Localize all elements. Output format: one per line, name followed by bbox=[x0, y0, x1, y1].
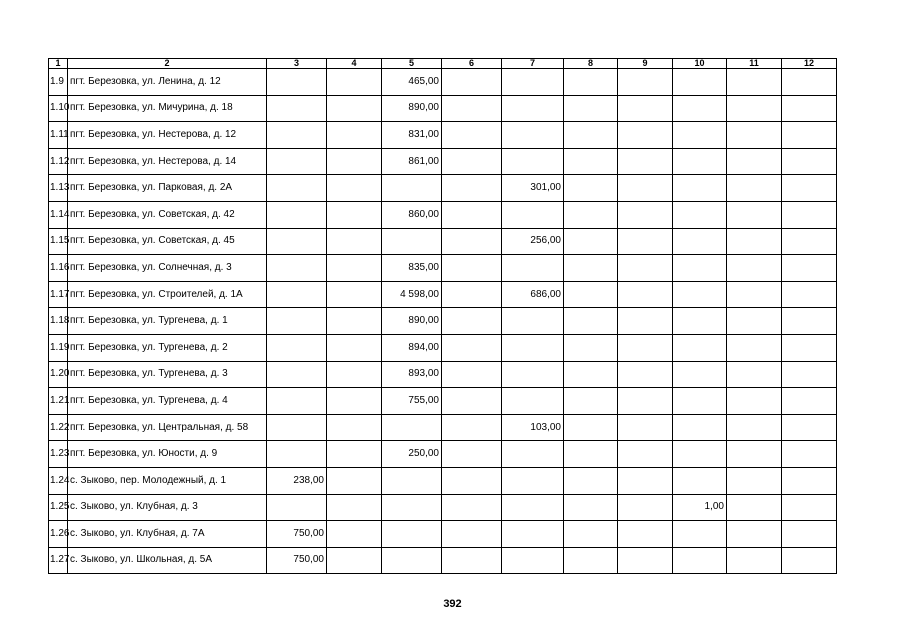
data-table bbox=[48, 58, 837, 574]
value-cell-col-4 bbox=[327, 95, 382, 122]
address-cell: с. Зыково, ул. Школьная, д. 5А bbox=[68, 547, 267, 574]
address-cell: пгт. Березовка, ул. Ленина, д. 12 bbox=[68, 69, 267, 96]
table-row bbox=[49, 547, 837, 574]
value-cell-col-8 bbox=[564, 334, 618, 361]
value-cell-col-6 bbox=[442, 494, 502, 521]
value-cell-col-7 bbox=[502, 361, 564, 388]
table-body bbox=[49, 69, 837, 574]
table-row bbox=[49, 69, 837, 96]
value-cell-col-5: 861,00 bbox=[382, 148, 442, 175]
value-cell-col-3 bbox=[267, 122, 327, 149]
value-cell-col-6 bbox=[442, 334, 502, 361]
value-cell-col-12 bbox=[782, 521, 837, 548]
value-cell-col-10 bbox=[673, 361, 727, 388]
column-header-9: 9 bbox=[618, 59, 673, 69]
value-cell-col-8 bbox=[564, 175, 618, 202]
value-cell-col-10 bbox=[673, 521, 727, 548]
value-cell-col-10 bbox=[673, 414, 727, 441]
row-number-cell: 1.17 bbox=[49, 281, 68, 308]
value-cell-col-12 bbox=[782, 308, 837, 335]
value-cell-col-7 bbox=[502, 334, 564, 361]
value-cell-col-9 bbox=[618, 122, 673, 149]
row-number-cell: 1.13 bbox=[49, 175, 68, 202]
value-cell-col-5: 893,00 bbox=[382, 361, 442, 388]
value-cell-col-3 bbox=[267, 441, 327, 468]
address-cell: пгт. Березовка, ул. Советская, д. 45 bbox=[68, 228, 267, 255]
address-cell: пгт. Березовка, ул. Тургенева, д. 4 bbox=[68, 388, 267, 415]
value-cell-col-9 bbox=[618, 201, 673, 228]
table-row bbox=[49, 95, 837, 122]
row-number-cell: 1.12 bbox=[49, 148, 68, 175]
value-cell-col-11 bbox=[727, 334, 782, 361]
value-cell-col-5 bbox=[382, 521, 442, 548]
value-cell-col-10 bbox=[673, 281, 727, 308]
value-cell-col-8 bbox=[564, 547, 618, 574]
value-cell-col-10 bbox=[673, 255, 727, 282]
value-cell-col-10 bbox=[673, 69, 727, 96]
value-cell-col-9 bbox=[618, 308, 673, 335]
value-cell-col-6 bbox=[442, 95, 502, 122]
value-cell-col-3 bbox=[267, 414, 327, 441]
value-cell-col-8 bbox=[564, 441, 618, 468]
table-row bbox=[49, 494, 837, 521]
value-cell-col-4 bbox=[327, 521, 382, 548]
value-cell-col-11 bbox=[727, 122, 782, 149]
value-cell-col-8 bbox=[564, 467, 618, 494]
column-header-4: 4 bbox=[327, 59, 382, 69]
value-cell-col-12 bbox=[782, 281, 837, 308]
value-cell-col-8 bbox=[564, 521, 618, 548]
value-cell-col-11 bbox=[727, 361, 782, 388]
value-cell-col-4 bbox=[327, 414, 382, 441]
value-cell-col-3 bbox=[267, 228, 327, 255]
value-cell-col-11 bbox=[727, 467, 782, 494]
address-cell: пгт. Березовка, ул. Центральная, д. 58 bbox=[68, 414, 267, 441]
value-cell-col-9 bbox=[618, 255, 673, 282]
value-cell-col-12 bbox=[782, 255, 837, 282]
value-cell-col-10 bbox=[673, 228, 727, 255]
table-row bbox=[49, 521, 837, 548]
value-cell-col-10 bbox=[673, 175, 727, 202]
value-cell-col-5: 860,00 bbox=[382, 201, 442, 228]
value-cell-col-4 bbox=[327, 201, 382, 228]
address-cell: пгт. Березовка, ул. Строителей, д. 1А bbox=[68, 281, 267, 308]
value-cell-col-5: 4 598,00 bbox=[382, 281, 442, 308]
value-cell-col-12 bbox=[782, 148, 837, 175]
value-cell-col-7 bbox=[502, 547, 564, 574]
value-cell-col-11 bbox=[727, 69, 782, 96]
row-number-cell: 1.22 bbox=[49, 414, 68, 441]
table-row bbox=[49, 201, 837, 228]
value-cell-col-7 bbox=[502, 308, 564, 335]
value-cell-col-12 bbox=[782, 441, 837, 468]
value-cell-col-6 bbox=[442, 201, 502, 228]
value-cell-col-11 bbox=[727, 547, 782, 574]
value-cell-col-7 bbox=[502, 494, 564, 521]
column-header-3: 3 bbox=[267, 59, 327, 69]
value-cell-col-9 bbox=[618, 148, 673, 175]
table-row bbox=[49, 441, 837, 468]
column-header-7: 7 bbox=[502, 59, 564, 69]
value-cell-col-10: 1,00 bbox=[673, 494, 727, 521]
value-cell-col-4 bbox=[327, 308, 382, 335]
value-cell-col-3 bbox=[267, 201, 327, 228]
address-cell: пгт. Березовка, ул. Советская, д. 42 bbox=[68, 201, 267, 228]
value-cell-col-5 bbox=[382, 547, 442, 574]
row-number-cell: 1.16 bbox=[49, 255, 68, 282]
value-cell-col-4 bbox=[327, 69, 382, 96]
column-header-5: 5 bbox=[382, 59, 442, 69]
address-cell: пгт. Березовка, ул. Тургенева, д. 2 bbox=[68, 334, 267, 361]
column-header-11: 11 bbox=[727, 59, 782, 69]
value-cell-col-4 bbox=[327, 547, 382, 574]
value-cell-col-9 bbox=[618, 414, 673, 441]
value-cell-col-10 bbox=[673, 201, 727, 228]
value-cell-col-12 bbox=[782, 388, 837, 415]
value-cell-col-8 bbox=[564, 148, 618, 175]
table-row bbox=[49, 122, 837, 149]
value-cell-col-4 bbox=[327, 122, 382, 149]
value-cell-col-11 bbox=[727, 175, 782, 202]
value-cell-col-12 bbox=[782, 95, 837, 122]
value-cell-col-9 bbox=[618, 95, 673, 122]
value-cell-col-7 bbox=[502, 95, 564, 122]
column-header-12: 12 bbox=[782, 59, 837, 69]
value-cell-col-12 bbox=[782, 467, 837, 494]
value-cell-col-8 bbox=[564, 494, 618, 521]
value-cell-col-9 bbox=[618, 361, 673, 388]
value-cell-col-3 bbox=[267, 308, 327, 335]
value-cell-col-6 bbox=[442, 148, 502, 175]
value-cell-col-12 bbox=[782, 122, 837, 149]
value-cell-col-7 bbox=[502, 388, 564, 415]
address-cell: пгт. Березовка, ул. Тургенева, д. 3 bbox=[68, 361, 267, 388]
value-cell-col-4 bbox=[327, 255, 382, 282]
value-cell-col-8 bbox=[564, 69, 618, 96]
page-number: 392 bbox=[443, 598, 462, 610]
value-cell-col-9 bbox=[618, 228, 673, 255]
column-header-2: 2 bbox=[68, 59, 267, 69]
value-cell-col-6 bbox=[442, 228, 502, 255]
row-number-cell: 1.27 bbox=[49, 547, 68, 574]
value-cell-col-7 bbox=[502, 122, 564, 149]
value-cell-col-10 bbox=[673, 388, 727, 415]
value-cell-col-8 bbox=[564, 308, 618, 335]
value-cell-col-11 bbox=[727, 228, 782, 255]
value-cell-col-12 bbox=[782, 69, 837, 96]
value-cell-col-9 bbox=[618, 388, 673, 415]
value-cell-col-5: 890,00 bbox=[382, 95, 442, 122]
value-cell-col-12 bbox=[782, 228, 837, 255]
table-row bbox=[49, 361, 837, 388]
value-cell-col-12 bbox=[782, 494, 837, 521]
value-cell-col-3 bbox=[267, 69, 327, 96]
table-row bbox=[49, 281, 837, 308]
value-cell-col-4 bbox=[327, 361, 382, 388]
value-cell-col-11 bbox=[727, 95, 782, 122]
value-cell-col-12 bbox=[782, 175, 837, 202]
value-cell-col-6 bbox=[442, 308, 502, 335]
value-cell-col-11 bbox=[727, 308, 782, 335]
value-cell-col-7 bbox=[502, 467, 564, 494]
table-row bbox=[49, 308, 837, 335]
value-cell-col-8 bbox=[564, 201, 618, 228]
value-cell-col-5: 250,00 bbox=[382, 441, 442, 468]
value-cell-col-12 bbox=[782, 414, 837, 441]
value-cell-col-9 bbox=[618, 441, 673, 468]
value-cell-col-9 bbox=[618, 281, 673, 308]
value-cell-col-12 bbox=[782, 361, 837, 388]
value-cell-col-10 bbox=[673, 467, 727, 494]
value-cell-col-6 bbox=[442, 69, 502, 96]
value-cell-col-8 bbox=[564, 414, 618, 441]
value-cell-col-4 bbox=[327, 441, 382, 468]
value-cell-col-4 bbox=[327, 388, 382, 415]
table-row bbox=[49, 334, 837, 361]
value-cell-col-5: 465,00 bbox=[382, 69, 442, 96]
row-number-cell: 1.11 bbox=[49, 122, 68, 149]
row-number-cell: 1.14 bbox=[49, 201, 68, 228]
column-header-8: 8 bbox=[564, 59, 618, 69]
column-header-6: 6 bbox=[442, 59, 502, 69]
value-cell-col-6 bbox=[442, 122, 502, 149]
value-cell-col-9 bbox=[618, 69, 673, 96]
value-cell-col-5 bbox=[382, 414, 442, 441]
value-cell-col-5: 755,00 bbox=[382, 388, 442, 415]
column-header-1: 1 bbox=[49, 59, 68, 69]
value-cell-col-7: 256,00 bbox=[502, 228, 564, 255]
value-cell-col-5 bbox=[382, 467, 442, 494]
value-cell-col-6 bbox=[442, 361, 502, 388]
value-cell-col-11 bbox=[727, 388, 782, 415]
address-cell: с. Зыково, пер. Молодежный, д. 1 bbox=[68, 467, 267, 494]
value-cell-col-3 bbox=[267, 281, 327, 308]
value-cell-col-11 bbox=[727, 441, 782, 468]
value-cell-col-11 bbox=[727, 414, 782, 441]
value-cell-col-8 bbox=[564, 122, 618, 149]
value-cell-col-3 bbox=[267, 388, 327, 415]
value-cell-col-3 bbox=[267, 255, 327, 282]
value-cell-col-10 bbox=[673, 441, 727, 468]
value-cell-col-11 bbox=[727, 494, 782, 521]
row-number-cell: 1.24 bbox=[49, 467, 68, 494]
value-cell-col-10 bbox=[673, 334, 727, 361]
value-cell-col-7 bbox=[502, 69, 564, 96]
value-cell-col-7: 103,00 bbox=[502, 414, 564, 441]
row-number-cell: 1.10 bbox=[49, 95, 68, 122]
value-cell-col-4 bbox=[327, 148, 382, 175]
value-cell-col-7: 686,00 bbox=[502, 281, 564, 308]
address-cell: пгт. Березовка, ул. Солнечная, д. 3 bbox=[68, 255, 267, 282]
value-cell-col-7 bbox=[502, 201, 564, 228]
table-row bbox=[49, 255, 837, 282]
value-cell-col-9 bbox=[618, 467, 673, 494]
value-cell-col-3: 750,00 bbox=[267, 521, 327, 548]
row-number-cell: 1.26 bbox=[49, 521, 68, 548]
row-number-cell: 1.19 bbox=[49, 334, 68, 361]
value-cell-col-7 bbox=[502, 521, 564, 548]
value-cell-col-6 bbox=[442, 521, 502, 548]
value-cell-col-6 bbox=[442, 255, 502, 282]
value-cell-col-10 bbox=[673, 122, 727, 149]
column-header-10: 10 bbox=[673, 59, 727, 69]
value-cell-col-11 bbox=[727, 255, 782, 282]
value-cell-col-8 bbox=[564, 388, 618, 415]
address-cell: с. Зыково, ул. Клубная, д. 7А bbox=[68, 521, 267, 548]
value-cell-col-7 bbox=[502, 441, 564, 468]
value-cell-col-4 bbox=[327, 228, 382, 255]
value-cell-col-10 bbox=[673, 95, 727, 122]
value-cell-col-3 bbox=[267, 95, 327, 122]
value-cell-col-6 bbox=[442, 175, 502, 202]
value-cell-col-4 bbox=[327, 467, 382, 494]
address-cell: пгт. Березовка, ул. Нестерова, д. 14 bbox=[68, 148, 267, 175]
table-row bbox=[49, 148, 837, 175]
value-cell-col-6 bbox=[442, 441, 502, 468]
row-number-cell: 1.20 bbox=[49, 361, 68, 388]
value-cell-col-5: 835,00 bbox=[382, 255, 442, 282]
value-cell-col-6 bbox=[442, 281, 502, 308]
value-cell-col-7 bbox=[502, 148, 564, 175]
value-cell-col-6 bbox=[442, 467, 502, 494]
table-row bbox=[49, 388, 837, 415]
value-cell-col-3 bbox=[267, 361, 327, 388]
table-row bbox=[49, 414, 837, 441]
row-number-cell: 1.15 bbox=[49, 228, 68, 255]
value-cell-col-9 bbox=[618, 547, 673, 574]
row-number-cell: 1.25 bbox=[49, 494, 68, 521]
value-cell-col-8 bbox=[564, 361, 618, 388]
value-cell-col-12 bbox=[782, 201, 837, 228]
table-header-row bbox=[49, 59, 837, 69]
value-cell-col-12 bbox=[782, 334, 837, 361]
value-cell-col-6 bbox=[442, 547, 502, 574]
address-cell: пгт. Березовка, ул. Тургенева, д. 1 bbox=[68, 308, 267, 335]
value-cell-col-4 bbox=[327, 281, 382, 308]
value-cell-col-5: 890,00 bbox=[382, 308, 442, 335]
value-cell-col-6 bbox=[442, 388, 502, 415]
row-number-cell: 1.9 bbox=[49, 69, 68, 96]
value-cell-col-11 bbox=[727, 281, 782, 308]
value-cell-col-12 bbox=[782, 547, 837, 574]
value-cell-col-10 bbox=[673, 547, 727, 574]
value-cell-col-11 bbox=[727, 521, 782, 548]
value-cell-col-7 bbox=[502, 255, 564, 282]
address-cell: пгт. Березовка, ул. Мичурина, д. 18 bbox=[68, 95, 267, 122]
address-cell: пгт. Березовка, ул. Нестерова, д. 12 bbox=[68, 122, 267, 149]
value-cell-col-5: 894,00 bbox=[382, 334, 442, 361]
value-cell-col-9 bbox=[618, 175, 673, 202]
value-cell-col-4 bbox=[327, 175, 382, 202]
value-cell-col-8 bbox=[564, 95, 618, 122]
value-cell-col-9 bbox=[618, 334, 673, 361]
row-number-cell: 1.23 bbox=[49, 441, 68, 468]
value-cell-col-6 bbox=[442, 414, 502, 441]
value-cell-col-10 bbox=[673, 148, 727, 175]
value-cell-col-11 bbox=[727, 148, 782, 175]
value-cell-col-9 bbox=[618, 494, 673, 521]
value-cell-col-4 bbox=[327, 494, 382, 521]
table-row bbox=[49, 228, 837, 255]
value-cell-col-11 bbox=[727, 201, 782, 228]
address-cell: с. Зыково, ул. Клубная, д. 3 bbox=[68, 494, 267, 521]
value-cell-col-9 bbox=[618, 521, 673, 548]
row-number-cell: 1.21 bbox=[49, 388, 68, 415]
value-cell-col-8 bbox=[564, 228, 618, 255]
value-cell-col-3 bbox=[267, 148, 327, 175]
value-cell-col-5: 831,00 bbox=[382, 122, 442, 149]
value-cell-col-8 bbox=[564, 281, 618, 308]
value-cell-col-8 bbox=[564, 255, 618, 282]
address-cell: пгт. Березовка, ул. Парковая, д. 2А bbox=[68, 175, 267, 202]
value-cell-col-5 bbox=[382, 228, 442, 255]
value-cell-col-3: 750,00 bbox=[267, 547, 327, 574]
value-cell-col-7: 301,00 bbox=[502, 175, 564, 202]
table-row bbox=[49, 175, 837, 202]
value-cell-col-3 bbox=[267, 494, 327, 521]
value-cell-col-5 bbox=[382, 175, 442, 202]
value-cell-col-3: 238,00 bbox=[267, 467, 327, 494]
table-row bbox=[49, 467, 837, 494]
value-cell-col-10 bbox=[673, 308, 727, 335]
value-cell-col-3 bbox=[267, 334, 327, 361]
address-cell: пгт. Березовка, ул. Юности, д. 9 bbox=[68, 441, 267, 468]
value-cell-col-4 bbox=[327, 334, 382, 361]
row-number-cell: 1.18 bbox=[49, 308, 68, 335]
value-cell-col-5 bbox=[382, 494, 442, 521]
value-cell-col-3 bbox=[267, 175, 327, 202]
